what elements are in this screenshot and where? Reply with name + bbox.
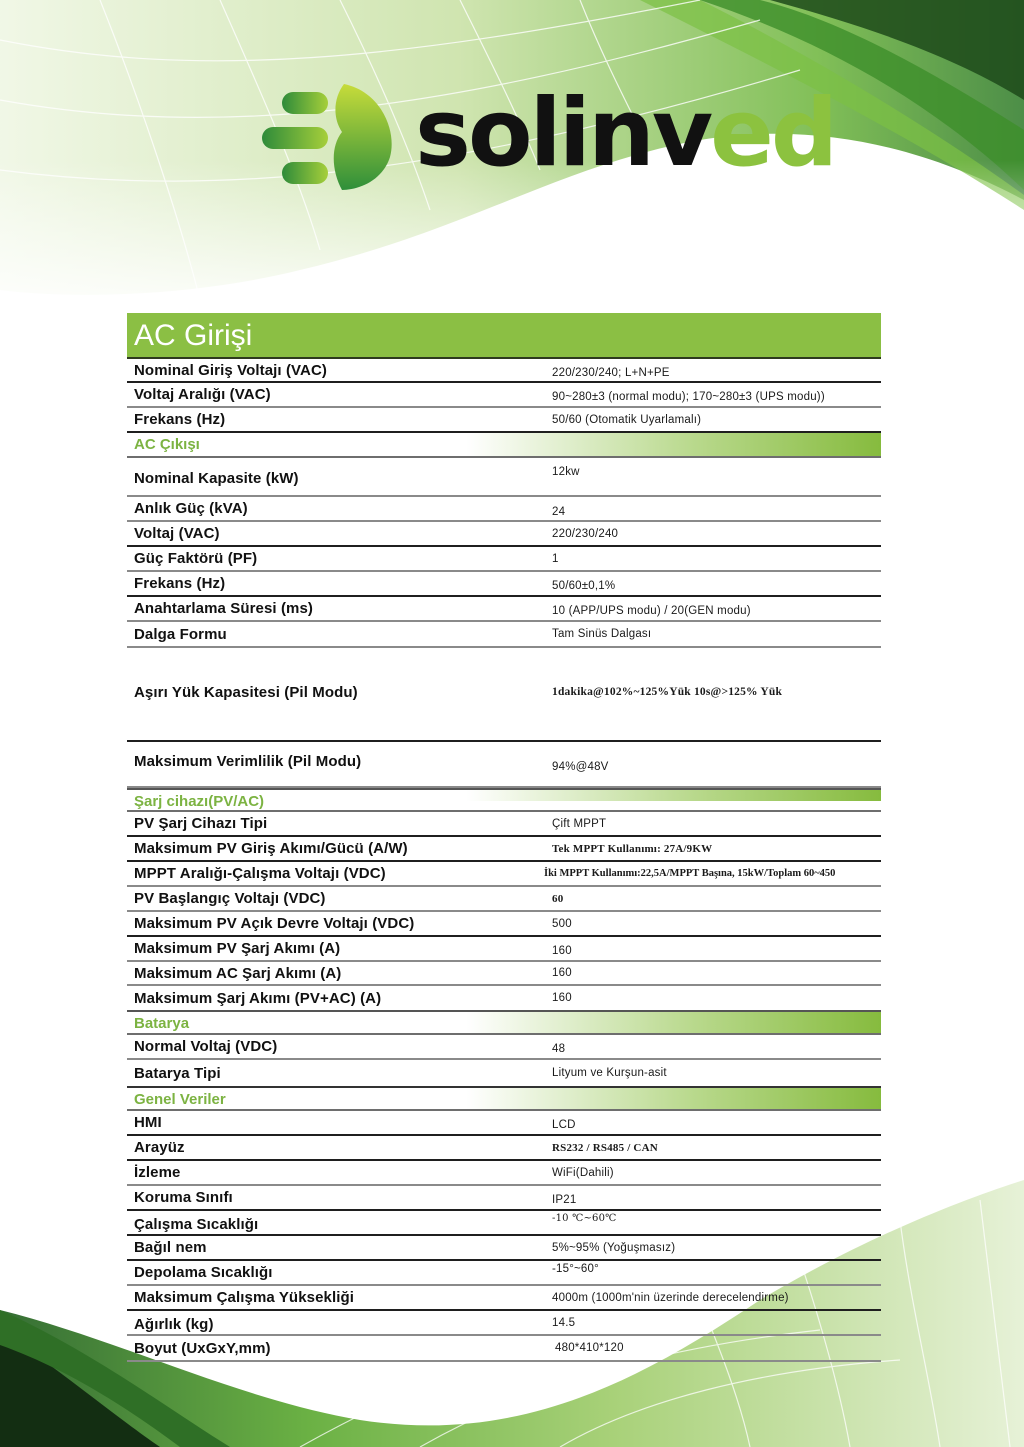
row-value: 48 xyxy=(552,1042,566,1055)
row-label: Ağırlık (kg) xyxy=(134,1315,214,1333)
table-row xyxy=(127,1261,881,1286)
section-header-battery: Batarya xyxy=(127,1010,881,1035)
row-value: 220/230/240 xyxy=(552,527,619,540)
row-value: RS232 / RS485 / CAN xyxy=(552,1141,658,1154)
row-value: 480*410*120 xyxy=(555,1342,624,1354)
row-label: MPPT Aralığı-Çalışma Voltajı (VDC) xyxy=(134,865,386,882)
brand-name-dark: solinv xyxy=(415,79,711,188)
table-row xyxy=(127,497,881,522)
row-label: Anlık Güç (kVA) xyxy=(134,500,248,517)
row-label: Frekans (Hz) xyxy=(134,575,226,592)
row-value: 50/60±0,1% xyxy=(552,579,616,592)
row-value: -15°~60° xyxy=(552,1263,599,1275)
row-label: Maksimum PV Açık Devre Voltajı (VDC) xyxy=(134,915,415,932)
brand-name-green: ed xyxy=(710,79,836,188)
table-row xyxy=(127,887,881,912)
row-value: 5%~95% (Yoğuşmasız) xyxy=(552,1241,676,1254)
table-row xyxy=(127,1286,881,1311)
row-value: -10 ℃~60℃ xyxy=(552,1213,617,1224)
row-label: Batarya Tipi xyxy=(134,1064,221,1082)
table-row xyxy=(127,622,881,648)
table-row xyxy=(127,597,881,622)
row-label: Maksimum PV Giriş Akımı/Gücü (A/W) xyxy=(134,840,408,857)
section-header-ac-input: AC Girişi xyxy=(127,313,881,359)
row-label: Frekans (Hz) xyxy=(134,411,226,428)
row-value: 90~280±3 (normal modu); 170~280±3 (UPS modu)) xyxy=(552,390,825,403)
table-row xyxy=(127,359,881,383)
row-label: Depolama Sıcaklığı xyxy=(134,1264,273,1281)
row-value: 50/60 (Otomatik Uyarlamalı) xyxy=(552,413,702,426)
row-value: 60 xyxy=(552,892,564,905)
table-row xyxy=(127,522,881,547)
row-label: PV Başlangıç Voltajı (VDC) xyxy=(134,890,326,907)
leaf-logo-icon xyxy=(262,82,412,194)
row-label: Çalışma Sıcaklığı xyxy=(134,1216,259,1233)
row-label: Maksimum AC Şarj Akımı (A) xyxy=(134,964,342,982)
table-row xyxy=(127,547,881,572)
brand-wordmark xyxy=(415,79,836,188)
row-label: Arayüz xyxy=(134,1139,185,1156)
table-row xyxy=(127,912,881,937)
row-label: PV Şarj Cihazı Tipi xyxy=(134,815,268,832)
table-row xyxy=(127,408,881,433)
row-label: Maksimum Şarj Akımı (PV+AC) (A) xyxy=(134,989,382,1007)
row-value: WiFi(Dahili) xyxy=(552,1166,614,1179)
row-label: Boyut (UxGxY,mm) xyxy=(134,1339,271,1357)
row-label: Nominal Kapasite (kW) xyxy=(134,470,299,487)
table-row xyxy=(127,572,881,597)
table-row xyxy=(127,1035,881,1060)
table-row xyxy=(127,1060,881,1086)
row-value: 500 xyxy=(552,917,572,930)
row-value: 220/230/240; L+N+PE xyxy=(552,367,670,379)
row-value: Çift MPPT xyxy=(552,817,607,830)
row-value: İki MPPT Kullanımı:22,5A/MPPT Başına, 15kW/Toplam 60~450 xyxy=(544,868,836,879)
row-value: 94%@48V xyxy=(552,761,609,773)
row-value: 1dakika@102%~125%Yük 10s@>125% Yük xyxy=(552,686,783,698)
row-label: Dalga Formu xyxy=(134,625,227,643)
table-row xyxy=(127,937,881,962)
table-row xyxy=(127,1311,881,1336)
row-label: Bağıl nem xyxy=(134,1239,207,1256)
row-label: Nominal Giriş Voltajı (VAC) xyxy=(134,361,327,379)
row-label: Maksimum Verimlilik (Pil Modu) xyxy=(134,752,362,770)
row-value: 24 xyxy=(552,505,566,518)
row-value: LCD xyxy=(552,1118,576,1131)
table-row xyxy=(127,648,881,742)
row-label: Maksimum Çalışma Yüksekliği xyxy=(134,1289,355,1306)
table-row xyxy=(127,1186,881,1211)
row-label: Voltaj Aralığı (VAC) xyxy=(134,386,271,403)
row-value: 4000m (1000m'nin üzerinde derecelendirme) xyxy=(552,1291,789,1304)
row-value: 12kw xyxy=(552,466,580,478)
table-row xyxy=(127,1211,881,1236)
row-label: İzleme xyxy=(134,1164,181,1181)
row-value: IP21 xyxy=(552,1193,577,1206)
row-value: Lityum ve Kurşun-asit xyxy=(552,1067,667,1079)
spec-table xyxy=(127,313,881,1362)
row-value: 160 xyxy=(552,944,572,957)
table-row xyxy=(127,812,881,837)
row-value: 10 (APP/UPS modu) / 20(GEN modu) xyxy=(552,605,751,617)
section-header-general: Genel Veriler xyxy=(127,1086,881,1111)
table-row xyxy=(127,1136,881,1161)
row-label: Aşırı Yük Kapasitesi (Pil Modu) xyxy=(134,683,358,701)
row-label: Güç Faktörü (PF) xyxy=(134,550,258,567)
row-value: Tam Sinüs Dalgası xyxy=(552,628,652,640)
row-label: HMI xyxy=(134,1114,162,1131)
table-row xyxy=(127,986,881,1010)
table-row xyxy=(127,383,881,408)
row-value: 160 xyxy=(552,967,572,979)
row-value: Tek MPPT Kullanımı: 27A/9KW xyxy=(552,842,713,855)
table-row xyxy=(127,742,881,788)
brand-logo xyxy=(262,79,836,194)
row-label: Voltaj (VAC) xyxy=(134,525,220,542)
row-value: 160 xyxy=(552,992,572,1004)
table-row xyxy=(127,1236,881,1261)
table-row xyxy=(127,837,881,862)
table-row xyxy=(127,962,881,986)
row-label: Normal Voltaj (VDC) xyxy=(134,1038,278,1055)
row-label: Maksimum PV Şarj Akımı (A) xyxy=(134,940,341,957)
row-label: Anahtarlama Süresi (ms) xyxy=(134,600,314,617)
row-value: 14.5 xyxy=(552,1316,576,1329)
table-row xyxy=(127,862,881,887)
section-header-charger: Şarj cihazı(PV/AC) xyxy=(127,788,881,812)
section-header-ac-output: AC Çıkışı xyxy=(127,433,881,458)
table-row xyxy=(127,1111,881,1136)
row-label: Koruma Sınıfı xyxy=(134,1189,233,1206)
row-value: 1 xyxy=(552,552,559,565)
table-row xyxy=(127,1161,881,1186)
table-row xyxy=(127,458,881,497)
table-row xyxy=(127,1336,881,1362)
